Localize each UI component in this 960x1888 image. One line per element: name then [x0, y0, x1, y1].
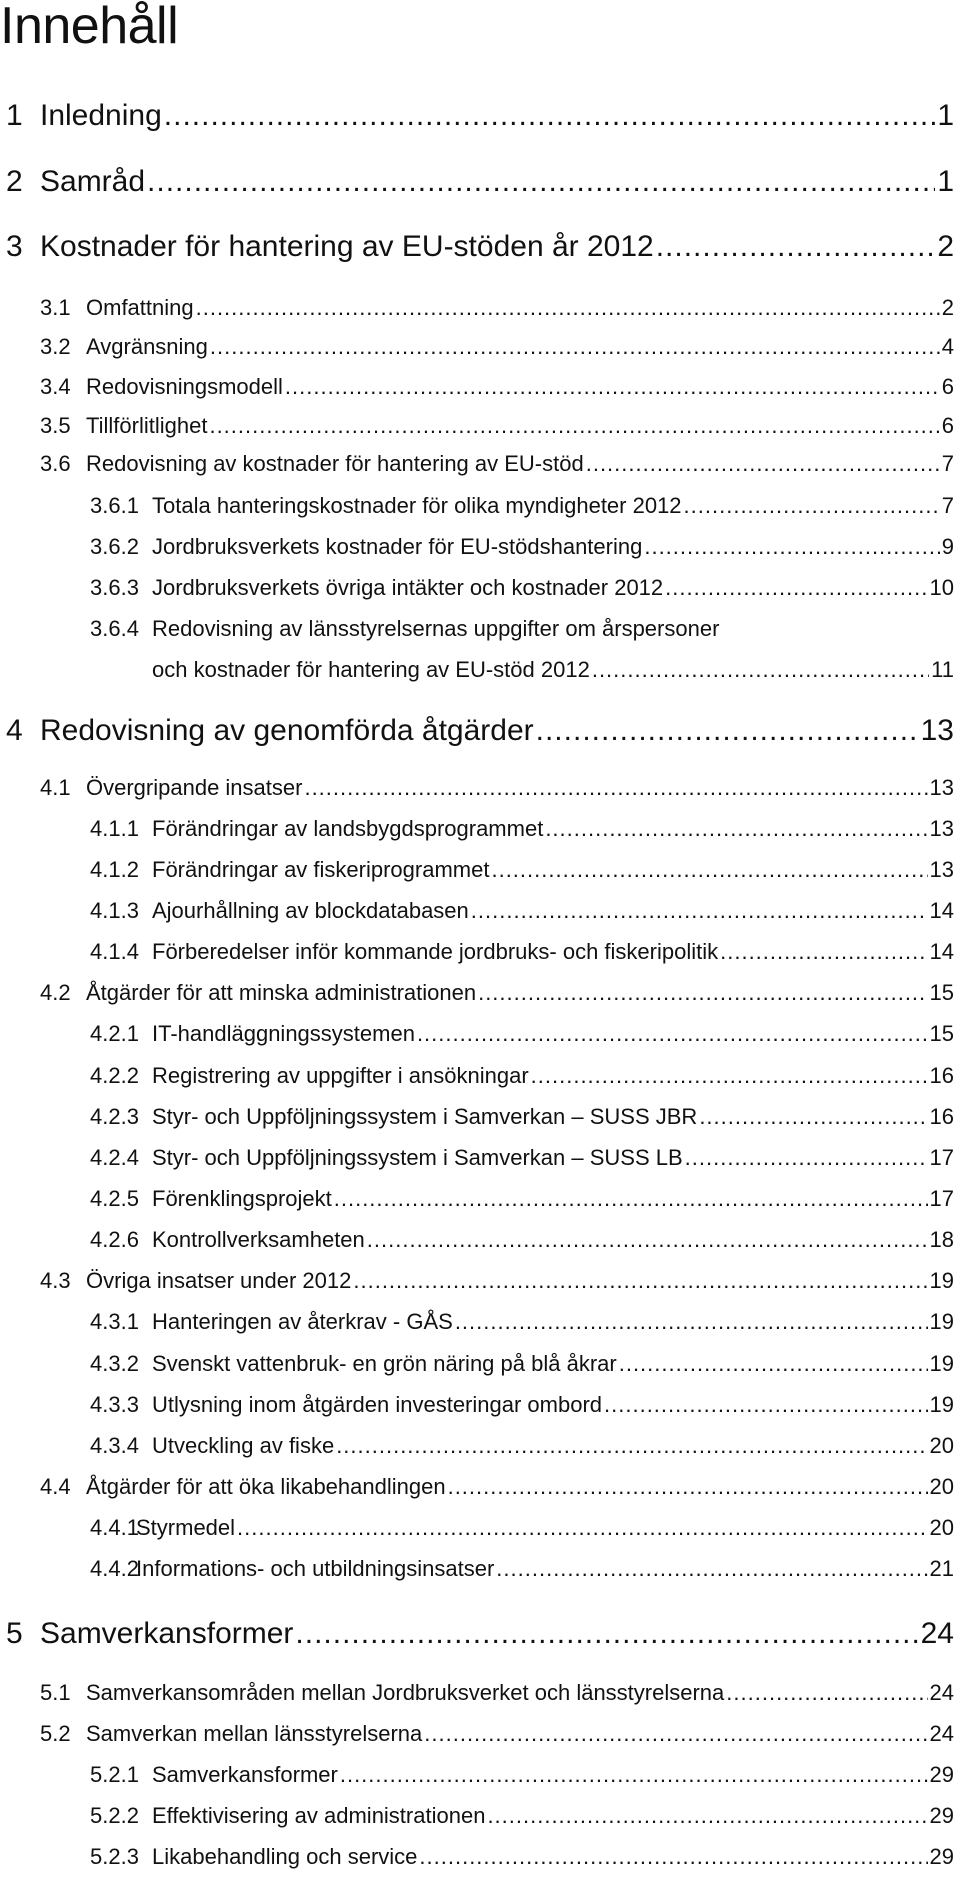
dot-leader — [304, 775, 927, 801]
toc-entry-page: 18 — [929, 1227, 954, 1252]
toc-entry-page: 17 — [929, 1186, 954, 1211]
toc-entry-page: 7 — [941, 451, 954, 476]
toc-entry-number: 3.4 — [40, 374, 71, 399]
toc-entry-number: 5.2.3 — [90, 1844, 139, 1869]
toc-entry-label: Samverkan mellan länsstyrelserna — [86, 1721, 423, 1746]
toc-entry-label-continued: och kostnader för hantering av EU-stöd 2012 — [152, 657, 590, 682]
dot-leader — [419, 1844, 927, 1870]
toc-entry-label: Redovisning av genomförda åtgärder — [40, 714, 534, 747]
toc-entry-page: 20 — [929, 1474, 954, 1499]
dot-leader — [367, 1227, 928, 1253]
page-title: Innehåll — [0, 0, 179, 55]
toc-entry-number: 4.3.2 — [90, 1351, 139, 1376]
toc-entry-number: 4.1.2 — [90, 857, 139, 882]
toc-entry-number: 4.1 — [40, 775, 71, 800]
toc-entry-label: Utveckling av fiske — [152, 1433, 335, 1458]
toc-entry-page: 16 — [929, 1063, 954, 1088]
toc-entry[interactable] — [90, 898, 954, 924]
toc-entry[interactable] — [90, 575, 954, 601]
toc-entry[interactable] — [90, 1309, 954, 1335]
toc-entry-number: 4.2.2 — [90, 1063, 139, 1088]
toc-entry-number: 5.2 — [40, 1721, 71, 1746]
toc-entry[interactable] — [40, 413, 954, 439]
toc-entry-page: 2 — [937, 230, 954, 263]
toc-entry[interactable] — [90, 816, 954, 842]
toc-entry[interactable] — [152, 657, 954, 683]
toc-entry-page: 19 — [929, 1309, 954, 1334]
toc-entry-number: 4 — [6, 714, 23, 747]
dot-leader — [237, 1515, 927, 1541]
toc-entry-page: 24 — [929, 1680, 954, 1705]
toc-entry[interactable] — [40, 980, 954, 1006]
dot-leader — [336, 1433, 927, 1459]
toc-entry-number: 4.3.4 — [90, 1433, 139, 1458]
toc-entry[interactable] — [6, 230, 954, 264]
toc-entry-page: 20 — [929, 1515, 954, 1540]
toc-entry-page: 2 — [941, 295, 954, 320]
toc-entry-label: Redovisningsmodell — [86, 374, 283, 399]
dot-leader — [586, 451, 940, 477]
toc-entry-label: Utlysning inom åtgärden investeringar ombord — [152, 1392, 603, 1417]
toc-entry-page: 9 — [941, 534, 954, 559]
toc-entry-label: Ajourhållning av blockdatabasen — [152, 898, 469, 923]
toc-entry-label: Tillförlitlighet — [86, 413, 208, 438]
toc-entry[interactable] — [40, 1268, 954, 1294]
toc-entry-label: Styr- och Uppföljningssystem i Samverkan – SUSS LB — [152, 1145, 683, 1170]
toc-entry[interactable] — [6, 99, 954, 133]
toc-entry[interactable] — [40, 451, 954, 477]
toc-entry-label: Styrmedel — [136, 1515, 236, 1540]
dot-leader — [340, 1762, 928, 1788]
dot-leader — [684, 493, 940, 519]
toc-entry-label: Totala hanteringskostnader för olika myndigheter 2012 — [152, 493, 682, 518]
toc-entry[interactable] — [90, 1021, 954, 1047]
dot-leader — [448, 1474, 928, 1500]
toc-entry[interactable] — [90, 1351, 954, 1377]
toc-entry-number: 4.2 — [40, 980, 71, 1005]
toc-entry[interactable] — [40, 1721, 954, 1747]
dot-leader — [471, 898, 928, 924]
dot-leader — [478, 980, 927, 1006]
toc-entry[interactable] — [40, 334, 954, 360]
toc-entry-page: 29 — [929, 1762, 954, 1787]
toc-entry-label: Hanteringen av återkrav - GÅS — [152, 1309, 453, 1334]
toc-entry[interactable] — [40, 1680, 954, 1706]
toc-entry-label: Förändringar av landsbygdsprogrammet — [152, 816, 544, 841]
toc-entry-label: Samverkansområden mellan Jordbruksverket och länsstyrelserna — [86, 1680, 725, 1705]
toc-entry-label: Styr- och Uppföljningssystem i Samverkan – SUSS JBR — [152, 1104, 698, 1129]
toc-entry[interactable] — [90, 857, 954, 883]
toc-entry[interactable] — [90, 1803, 954, 1829]
dot-leader — [619, 1351, 928, 1377]
toc-entry-page: 29 — [929, 1803, 954, 1828]
toc-entry-label: Kostnader för hantering av EU-stöden år 2012 — [40, 230, 654, 263]
toc-entry-page: 1 — [937, 99, 954, 132]
toc-entry-number: 2 — [6, 165, 23, 198]
toc-entry-label: Redovisning av kostnader för hantering av EU-stöd — [86, 451, 584, 476]
toc-entry-page: 24 — [920, 1617, 954, 1650]
toc-entry-page: 29 — [929, 1844, 954, 1869]
toc-entry-page: 15 — [929, 1021, 954, 1046]
toc-entry[interactable] — [90, 1063, 954, 1089]
toc-entry-label: Samverkansformer — [152, 1762, 338, 1787]
toc-entry[interactable] — [90, 493, 954, 519]
toc-entry[interactable] — [6, 1617, 954, 1651]
toc-entry-label: Avgränsning — [86, 334, 208, 359]
toc-entry[interactable] — [90, 1556, 954, 1582]
toc-entry-number: 3.6.3 — [90, 575, 139, 600]
dot-leader — [496, 1556, 927, 1582]
toc-entry[interactable] — [90, 939, 954, 965]
toc-entry-label: Informations- och utbildningsinsatser — [136, 1556, 495, 1581]
toc-entry-label: Åtgärder för att minska administrationen — [86, 980, 477, 1005]
toc-entry-page: 19 — [929, 1392, 954, 1417]
toc-entry-number: 4.3.3 — [90, 1392, 139, 1417]
toc-entry-number: 3.6.2 — [90, 534, 139, 559]
toc-entry[interactable] — [90, 1186, 954, 1212]
toc-entry[interactable] — [90, 1145, 954, 1171]
toc-entry-number: 3.6.1 — [90, 493, 139, 518]
toc-entry-number: 4.2.4 — [90, 1145, 139, 1170]
toc-entry-page: 13 — [929, 816, 954, 841]
dot-leader — [417, 1021, 928, 1047]
toc-entry-number: 4.2.1 — [90, 1021, 139, 1046]
toc-entry-number: 4.2.6 — [90, 1227, 139, 1252]
toc-entry-page: 13 — [929, 857, 954, 882]
toc-entry-page: 1 — [937, 165, 954, 198]
dot-leader — [720, 939, 927, 965]
dot-leader — [685, 1145, 928, 1171]
toc-entry-page: 10 — [929, 575, 954, 600]
toc-entry[interactable] — [6, 714, 954, 748]
toc-entry-page: 21 — [929, 1556, 954, 1581]
toc-entry-label: Jordbruksverkets övriga intäkter och kostnader 2012 — [152, 575, 664, 600]
toc-entry[interactable] — [90, 1433, 954, 1459]
toc-entry-number: 4.3.1 — [90, 1309, 139, 1334]
toc-entry-label: Redovisning av länsstyrelsernas uppgifter om årspersoner — [152, 616, 720, 641]
dot-leader — [531, 1063, 928, 1089]
toc-entry[interactable] — [90, 1392, 954, 1418]
dot-leader — [644, 534, 939, 560]
toc-entry-label: Åtgärder för att öka likabehandlingen — [86, 1474, 446, 1499]
toc-entry-first-line[interactable] — [90, 616, 719, 642]
dot-leader — [491, 857, 927, 883]
dot-leader — [592, 657, 929, 683]
toc-entry-number: 5 — [6, 1617, 23, 1650]
toc-entry-label: Förenklingsprojekt — [152, 1186, 332, 1211]
toc-entry-page: 6 — [941, 374, 954, 399]
toc-entry-page: 6 — [941, 413, 954, 438]
toc-entry-label: Jordbruksverkets kostnader för EU-stödshantering — [152, 534, 643, 559]
toc-entry[interactable] — [90, 1227, 954, 1253]
dot-leader — [164, 99, 936, 133]
toc-entry-label: Övergripande insatser — [86, 775, 303, 800]
toc-entry-number: 3 — [6, 230, 23, 263]
toc-entry-label: Samråd — [40, 165, 146, 198]
dot-leader — [209, 413, 939, 439]
toc-entry-page: 13 — [920, 714, 954, 747]
dot-leader — [353, 1268, 927, 1294]
toc-entry-label: Likabehandling och service — [152, 1844, 418, 1869]
toc-entry-number: 4.4.1 — [90, 1515, 139, 1540]
dot-leader — [285, 374, 940, 400]
toc-entry-page: 7 — [941, 493, 954, 518]
dot-leader — [295, 1617, 918, 1651]
toc-entry-number: 4.1.3 — [90, 898, 139, 923]
toc-entry-label: IT-handläggningssystemen — [152, 1021, 415, 1046]
toc-entry[interactable] — [90, 1762, 954, 1788]
toc-entry-page: 24 — [929, 1721, 954, 1746]
toc-entry-label: Inledning — [40, 99, 162, 132]
toc-entry-page: 11 — [931, 657, 954, 682]
dot-leader — [196, 295, 940, 321]
toc-entry-number: 4.4.2 — [90, 1556, 139, 1581]
toc-entry[interactable] — [40, 1474, 954, 1500]
dot-leader — [536, 714, 919, 748]
dot-leader — [699, 1104, 927, 1130]
toc-entry-label: Omfattning — [86, 295, 194, 320]
toc-entry[interactable] — [90, 1844, 954, 1870]
dot-leader — [545, 816, 927, 842]
toc-entry[interactable] — [40, 374, 954, 400]
toc-entry-number: 3.6.4 — [90, 616, 139, 641]
toc-entry-number: 3.6 — [40, 451, 71, 476]
toc-entry-number: 5.2.1 — [90, 1762, 139, 1787]
toc-entry-number: 3.2 — [40, 334, 71, 359]
toc-entry[interactable] — [90, 1104, 954, 1130]
toc-entry[interactable] — [40, 295, 954, 321]
toc-entry-page: 15 — [929, 980, 954, 1005]
toc-entry-number: 4.2.5 — [90, 1186, 139, 1211]
toc-entry-page: 20 — [929, 1433, 954, 1458]
toc-entry-number: 4.3 — [40, 1268, 71, 1293]
dot-leader — [334, 1186, 928, 1212]
toc-entry-label: Förändringar av fiskeriprogrammet — [152, 857, 490, 882]
toc-entry-number: 4.2.3 — [90, 1104, 139, 1129]
toc-entry-label: Svenskt vattenbruk- en grön näring på blå åkrar — [152, 1351, 617, 1376]
toc-entry-number: 1 — [6, 99, 23, 132]
dot-leader — [726, 1680, 927, 1706]
toc-entry-page: 14 — [929, 939, 954, 964]
toc-entry-label: Förberedelser inför kommande jordbruks- och fiskeripolitik — [152, 939, 719, 964]
dot-leader — [487, 1803, 927, 1829]
dot-leader — [424, 1721, 927, 1747]
toc-entry-number: 3.5 — [40, 413, 71, 438]
dot-leader — [210, 334, 940, 360]
toc-entry-label: Kontrollverksamheten — [152, 1227, 365, 1252]
toc-entry-page: 16 — [929, 1104, 954, 1129]
toc-entry[interactable] — [90, 1515, 954, 1541]
toc-entry[interactable] — [40, 775, 954, 801]
toc-entry[interactable] — [90, 534, 954, 560]
toc-entry-number: 4.4 — [40, 1474, 71, 1499]
toc-entry-page: 14 — [929, 898, 954, 923]
dot-leader — [656, 230, 936, 264]
toc-entry-page: 13 — [929, 775, 954, 800]
toc-entry-label: Effektivisering av administrationen — [152, 1803, 486, 1828]
toc-entry-number: 5.1 — [40, 1680, 71, 1705]
toc-entry-number: 3.1 — [40, 295, 71, 320]
dot-leader — [455, 1309, 928, 1335]
dot-leader — [665, 575, 927, 601]
toc-entry-number: 4.1.4 — [90, 939, 139, 964]
dot-leader — [604, 1392, 928, 1418]
dot-leader — [147, 165, 935, 199]
toc-entry-label: Samverkansformer — [40, 1617, 294, 1650]
toc-entry-page: 17 — [929, 1145, 954, 1170]
toc-entry-label: Övriga insatser under 2012 — [86, 1268, 352, 1293]
toc-entry-page: 19 — [929, 1268, 954, 1293]
toc-entry-number: 4.1.1 — [90, 816, 139, 841]
toc-entry-page: 19 — [929, 1351, 954, 1376]
toc-entry-label: Registrering av uppgifter i ansökningar — [152, 1063, 529, 1088]
toc-entry-number: 5.2.2 — [90, 1803, 139, 1828]
toc-entry[interactable] — [6, 165, 954, 199]
toc-entry-page: 4 — [941, 334, 954, 359]
